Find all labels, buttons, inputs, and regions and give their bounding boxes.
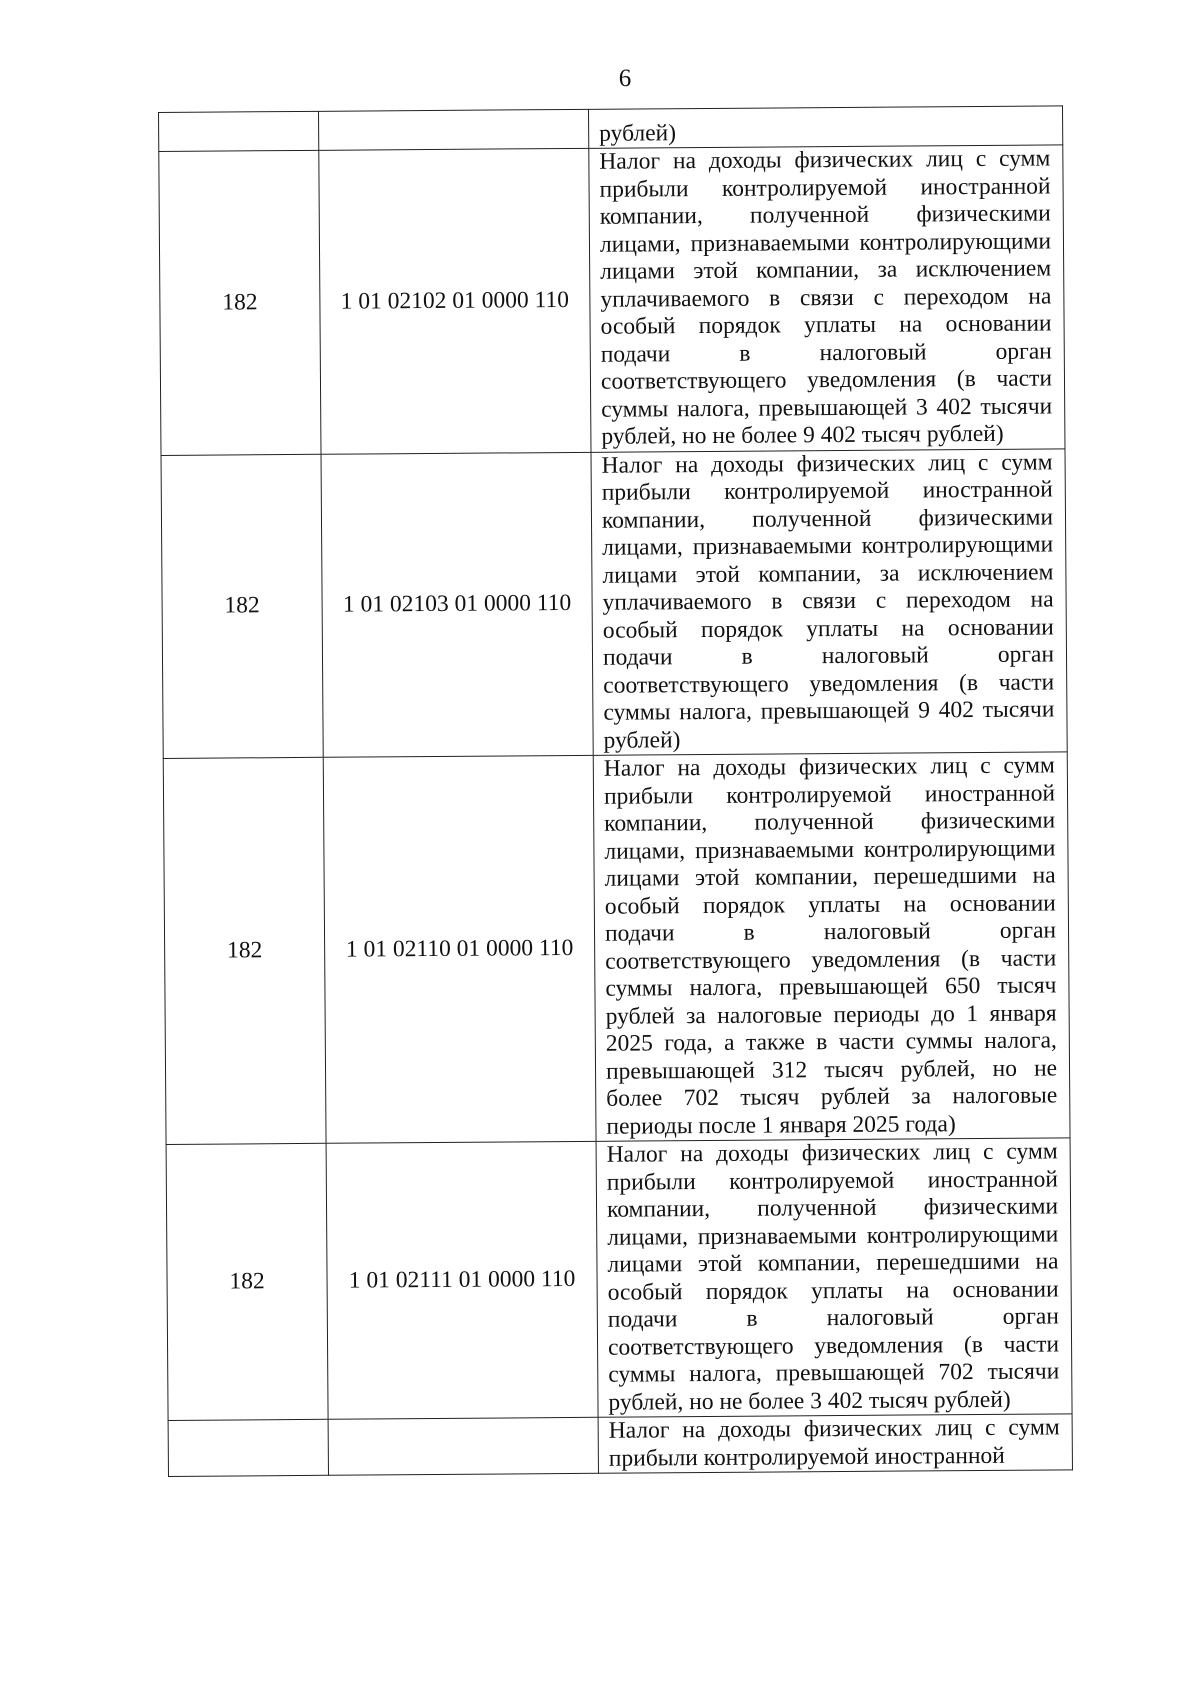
table-row	[159, 106, 1063, 152]
budget-code-cell: 1 01 02102 01 0000 110	[319, 148, 591, 453]
admin-code-cell	[159, 111, 319, 151]
description-cell: Налог на доходы физических лиц с сумм прибыли контролируемой иностранной компании, полученной физическими лицами, признаваемыми контролирующими лицами этой компании, за исключением уплачиваемого в связи с переходом на особый порядок уплаты на основании подачи в налоговый орган соответствующего уведомления (в части суммы налога, превышающей 3 402 тысячи рублей, но не более 9 402 тысяч рублей)	[589, 145, 1065, 452]
admin-code-cell: 182	[166, 1143, 328, 1420]
budget-code-cell: 1 01 02111 01 0000 110	[326, 1141, 598, 1419]
admin-code-cell: 182	[159, 150, 321, 455]
page-number: 6	[618, 65, 632, 92]
admin-code-cell: 182	[163, 757, 326, 1144]
description-cell: Налог на доходы физических лиц с сумм прибыли контролируемой иностранной	[598, 1414, 1072, 1473]
description-cell: рублей)	[588, 106, 1062, 148]
description-cell: Налог на доходы физических лиц с сумм прибыли контролируемой иностранной компании, полученной физическими лицами, признаваемыми контролирующими лицами этой компании, перешедшими на особый порядок уплаты на основании подачи в налоговый орган соответствующего уведомления (в части суммы налога, превышающей 702 тысячи рублей, но не более 3 402 тысяч рублей)	[596, 1138, 1072, 1417]
budget-code-cell: 1 01 02110 01 0000 110	[323, 755, 596, 1143]
budget-code-cell	[318, 109, 588, 150]
admin-code-cell: 182	[161, 454, 323, 759]
table-row	[168, 1414, 1072, 1477]
table-row	[163, 752, 1070, 1145]
budget-classification-table	[158, 105, 1073, 1477]
description-cell: Налог на доходы физических лиц с сумм прибыли контролируемой иностранной компании, полученной физическими лицами, признаваемыми контролирующими лицами этой компании, за исключением уплачиваемого в связи с переходом на особый порядок уплаты на основании подачи в налоговый орган соответствующего уведомления (в части суммы налога, превышающей 9 402 тысячи рублей)	[591, 448, 1067, 755]
table-row	[166, 1138, 1072, 1421]
budget-code-cell: 1 01 02103 01 0000 110	[321, 452, 593, 757]
description-cell: Налог на доходы физических лиц с сумм прибыли контролируемой иностранной компании, полученной физическими лицами, признаваемыми контролирующими лицами этой компании, перешедшими на особый порядок уплаты на основании подачи в налоговый орган соответствующего уведомления (в части суммы налога, превышающей 650 тысяч рублей за налоговые периоды до 1 января 2025 года, а также в части суммы налога, превышающей 312 тысяч рублей, но не более 702 тысяч рублей за налоговые периоды после 1 января 2025 года)	[593, 752, 1070, 1141]
table-row	[159, 145, 1065, 455]
admin-code-cell	[168, 1419, 328, 1476]
budget-code-cell	[328, 1417, 598, 1475]
table-row	[161, 448, 1067, 758]
